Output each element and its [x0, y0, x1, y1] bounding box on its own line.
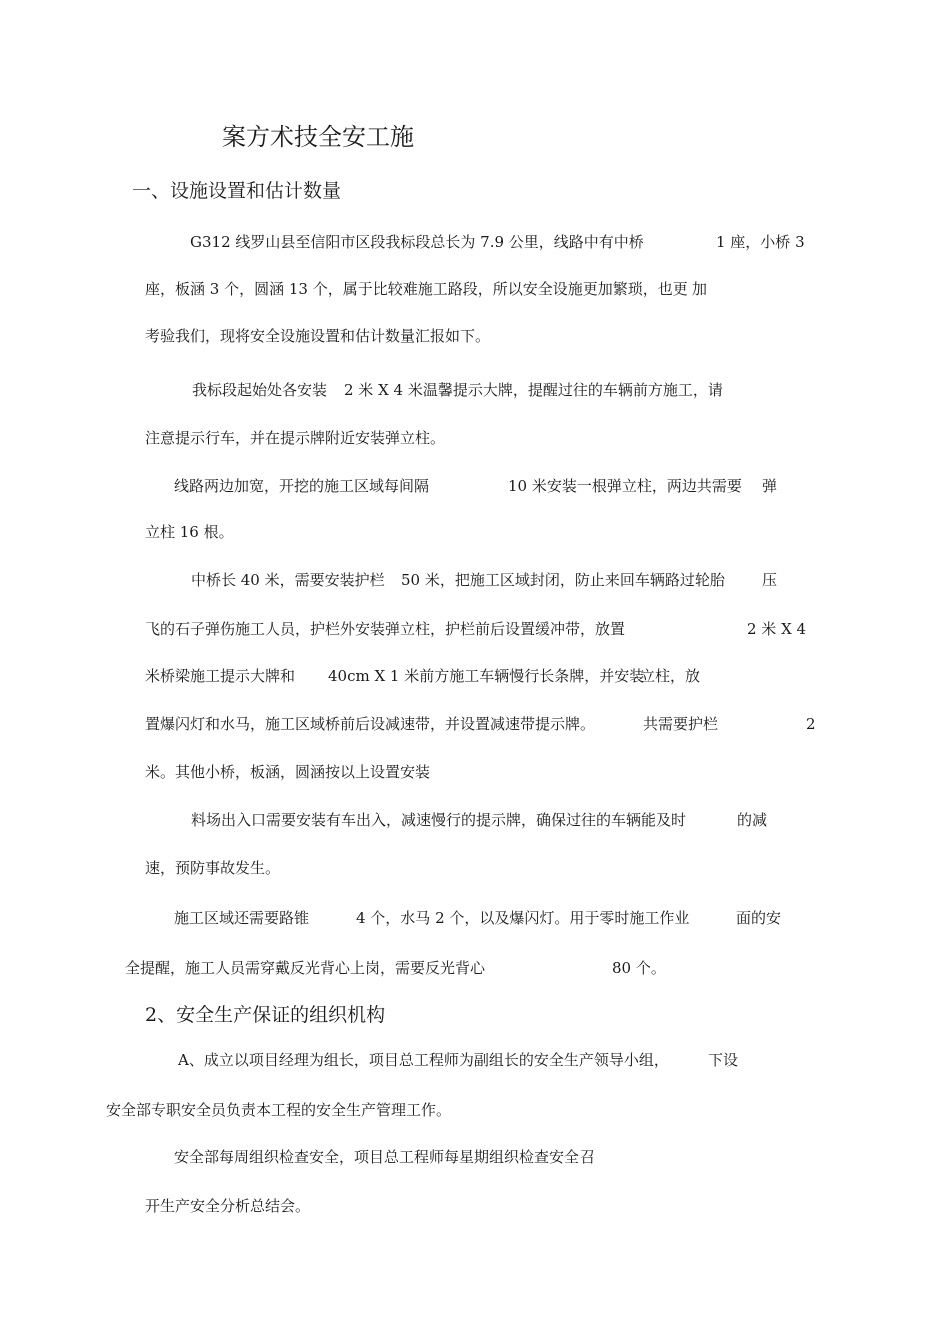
- text-line: A、成立以项目经理为组长，项目总工程师为副组长的安全生产领导小组，: [178, 1051, 669, 1069]
- text-line: 安全部专职安全员负责本工程的安全生产管理工作。: [106, 1101, 452, 1119]
- text-line: 中桥长 40 米，需要安装护栏: [191, 571, 385, 589]
- text-line: 40cm X 1 米前方施工车辆慢行长条牌，并安装: [328, 667, 645, 685]
- text-line: 共需要护栏: [643, 715, 719, 733]
- text-line: 飞的石子弹伤施工人员，护栏外安装弹立柱，护栏前后设置缓冲带，放置: [145, 620, 626, 638]
- text-line: 2: [806, 715, 816, 733]
- text-line: 50 米，把施工区域封闭，防止来回车辆路过轮胎: [401, 571, 725, 589]
- text-line: 的减: [737, 811, 768, 829]
- section-heading: 2、安全生产保证的组织机构: [145, 1004, 386, 1026]
- text-line: 压: [762, 571, 778, 589]
- text-line: 弹: [762, 477, 778, 495]
- text-line: 召: [580, 1148, 596, 1166]
- text-line: 2 米 X 4 米温馨提示大牌，提醒过往的车辆前方施工，请: [344, 381, 723, 399]
- document-title: 案方术技全安工施: [222, 123, 414, 151]
- text-line: 全提醒，施工人员需穿戴反光背心上岗，需要反光背心: [125, 959, 486, 977]
- text-line: 10 米安装一根弹立柱，两边共需要: [508, 477, 742, 495]
- section-heading: 一、设施设置和估计数量: [132, 180, 342, 202]
- text-line: G312 线罗山县至信阳市区段我标段总长为 7.9 公里，线路中有中桥: [190, 233, 644, 251]
- text-line: 加: [692, 280, 708, 298]
- text-line: 考验我们，现将安全设施设置和估计数量汇报如下。: [145, 327, 491, 345]
- text-line: 米。其他小桥，板涵，圆涵按以上设置安装: [145, 763, 431, 781]
- text-line: 1 座，小桥 3: [716, 233, 805, 251]
- text-line: 线路两边加宽，开挖的施工区域每间隔: [174, 477, 430, 495]
- text-line: 施工区域还需要路锥: [174, 909, 310, 927]
- text-line: 立柱，放: [640, 667, 701, 685]
- text-line: 立柱 16 根。: [145, 523, 234, 541]
- text-line: 注意提示行车，并在提示牌附近安装弹立柱。: [145, 429, 446, 447]
- text-line: 我标段起始处各安装: [192, 381, 328, 399]
- text-line: 置爆闪灯和水马，施工区域桥前后设减速带，并设置减速带提示牌。: [145, 715, 596, 733]
- text-line: 4 个，水马 2 个，以及爆闪灯。用于零时施工作业: [356, 909, 690, 927]
- text-line: 80 个。: [612, 959, 666, 977]
- text-line: 开生产安全分析总结会。: [145, 1197, 311, 1215]
- text-line: 安全部每周组织检查安全，项目总工程师每星期组织检查安全: [174, 1148, 580, 1166]
- text-line: 面的安: [736, 909, 782, 927]
- text-line: 米桥梁施工提示大牌和: [145, 667, 296, 685]
- text-line: 座，板涵 3 个，圆涵 13 个，属于比较难施工路段，所以安全设施更加繁琐，也更: [145, 280, 688, 298]
- text-line: 速，预防事故发生。: [145, 859, 281, 877]
- text-line: 下设: [708, 1051, 739, 1069]
- text-line: 2 米 X 4: [747, 620, 807, 638]
- text-line: 料场出入口需要安装有车出入，减速慢行的提示牌，确保过往的车辆能及时: [191, 811, 687, 829]
